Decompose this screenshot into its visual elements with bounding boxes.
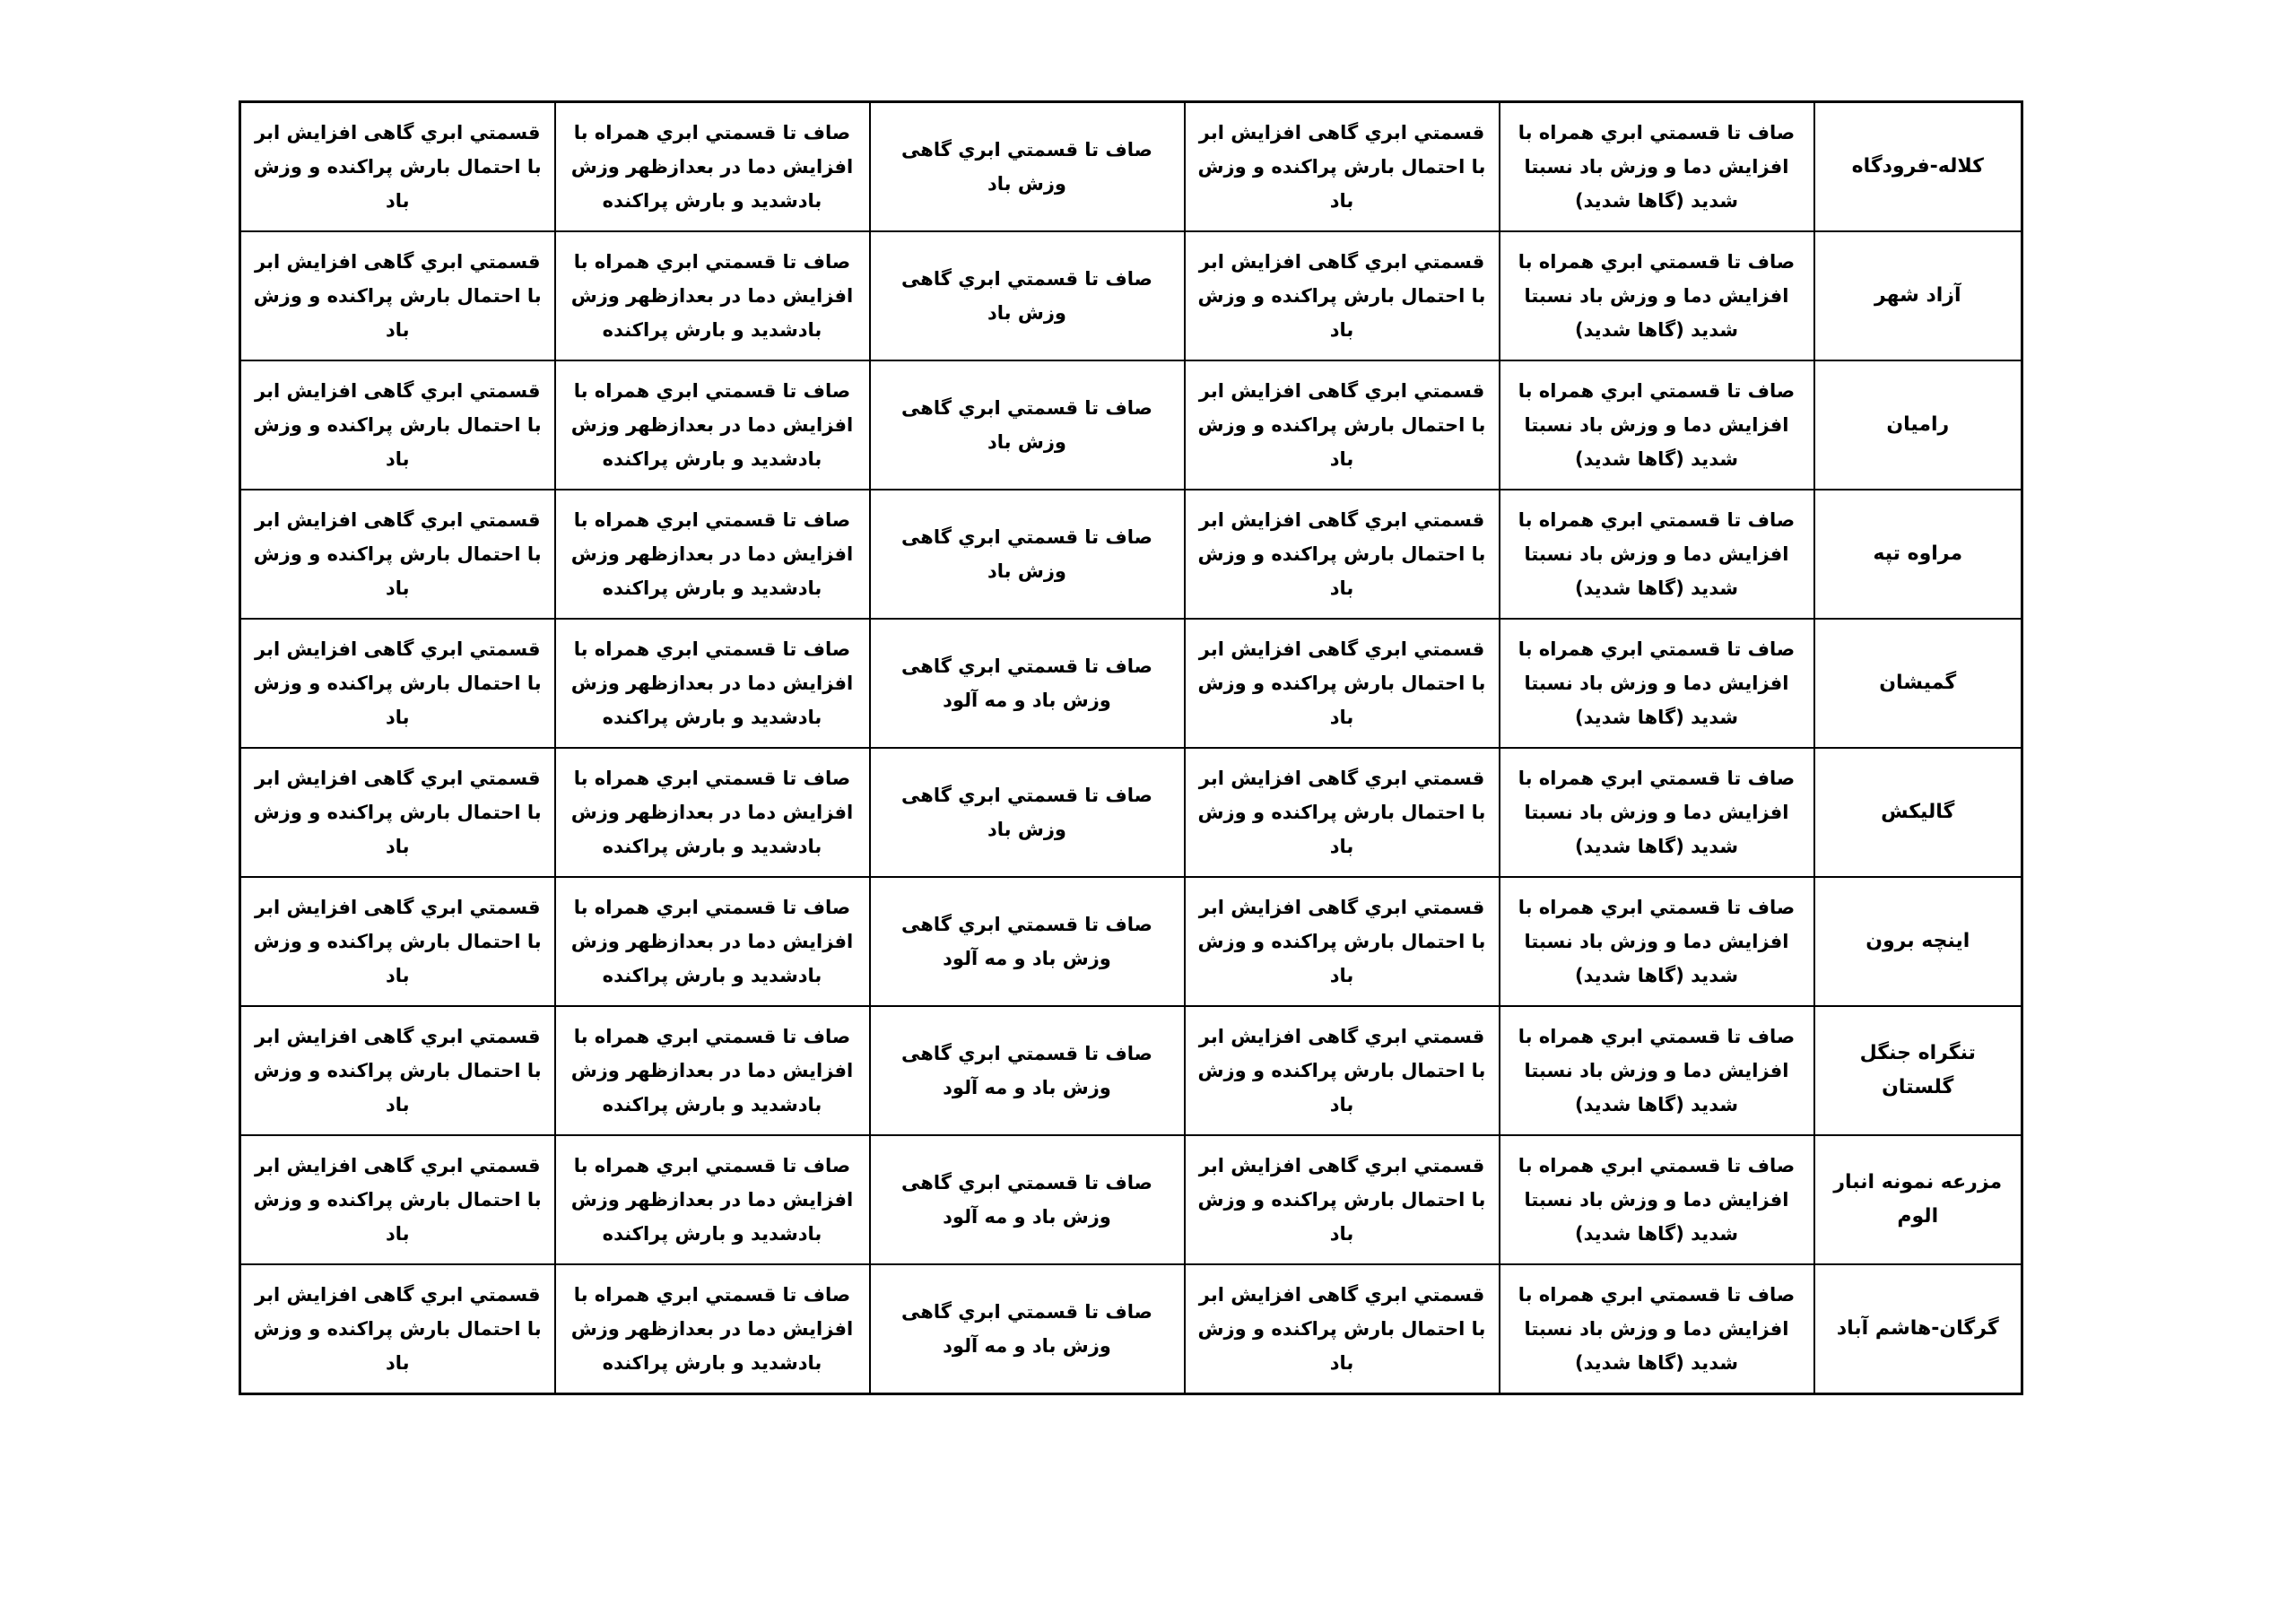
table-row [240, 1264, 2022, 1393]
forecast-cell: صاف تا قسمتي ابري گاهی وزش باد [870, 490, 1185, 619]
forecast-cell: صاف تا قسمتي ابري همراه با افزایش دما در بعدازظهر وزش بادشدید و بارش پراکنده [555, 1135, 870, 1264]
forecast-cell: صاف تا قسمتي ابري همراه با افزایش دما در بعدازظهر وزش بادشدید و بارش پراکنده [555, 1006, 870, 1135]
forecast-cell: قسمتي ابري گاهی افزایش ابر با احتمال بارش پراکنده و وزش باد [1185, 877, 1500, 1006]
forecast-cell: صاف تا قسمتي ابري همراه با افزایش دما و وزش باد نسبتا شدید (گاها شدید) [1500, 102, 1814, 231]
forecast-cell: قسمتي ابري گاهی افزایش ابر با احتمال بارش پراکنده و وزش باد [1185, 102, 1500, 231]
forecast-cell: صاف تا قسمتي ابري همراه با افزایش دما و وزش باد نسبتا شدید (گاها شدید) [1500, 748, 1814, 877]
forecast-cell: قسمتي ابري گاهی افزایش ابر با احتمال بارش پراکنده و وزش باد [240, 1135, 555, 1264]
station-name: گمیشان [1814, 619, 2022, 748]
forecast-cell: قسمتي ابري گاهی افزایش ابر با احتمال بارش پراکنده و وزش باد [1185, 490, 1500, 619]
forecast-cell: صاف تا قسمتي ابري همراه با افزایش دما و وزش باد نسبتا شدید (گاها شدید) [1500, 1006, 1814, 1135]
forecast-cell: قسمتي ابري گاهی افزایش ابر با احتمال بارش پراکنده و وزش باد [1185, 360, 1500, 490]
forecast-cell: صاف تا قسمتي ابري همراه با افزایش دما در بعدازظهر وزش بادشدید و بارش پراکنده [555, 748, 870, 877]
forecast-table-body [240, 102, 2022, 1394]
forecast-cell: قسمتي ابري گاهی افزایش ابر با احتمال بارش پراکنده و وزش باد [1185, 1264, 1500, 1393]
forecast-cell: قسمتي ابري گاهی افزایش ابر با احتمال بارش پراکنده و وزش باد [1185, 619, 1500, 748]
forecast-cell: قسمتي ابري گاهی افزایش ابر با احتمال بارش پراکنده و وزش باد [1185, 748, 1500, 877]
forecast-cell: قسمتي ابري گاهی افزایش ابر با احتمال بارش پراکنده و وزش باد [240, 102, 555, 231]
forecast-cell: صاف تا قسمتي ابري همراه با افزایش دما در بعدازظهر وزش بادشدید و بارش پراکنده [555, 360, 870, 490]
forecast-cell: صاف تا قسمتي ابري گاهی وزش باد و مه آلود [870, 1006, 1185, 1135]
forecast-cell: صاف تا قسمتي ابري همراه با افزایش دما و وزش باد نسبتا شدید (گاها شدید) [1500, 360, 1814, 490]
table-row [240, 360, 2022, 490]
forecast-cell: صاف تا قسمتي ابري همراه با افزایش دما و وزش باد نسبتا شدید (گاها شدید) [1500, 490, 1814, 619]
forecast-cell: قسمتي ابري گاهی افزایش ابر با احتمال بارش پراکنده و وزش باد [240, 748, 555, 877]
forecast-cell: صاف تا قسمتي ابري همراه با افزایش دما و وزش باد نسبتا شدید (گاها شدید) [1500, 1264, 1814, 1393]
forecast-cell: قسمتي ابري گاهی افزایش ابر با احتمال بارش پراکنده و وزش باد [1185, 1006, 1500, 1135]
forecast-cell: صاف تا قسمتي ابري همراه با افزایش دما در بعدازظهر وزش بادشدید و بارش پراکنده [555, 231, 870, 360]
forecast-cell: صاف تا قسمتي ابري گاهی وزش باد و مه آلود [870, 1264, 1185, 1393]
forecast-cell: قسمتي ابري گاهی افزایش ابر با احتمال بارش پراکنده و وزش باد [240, 360, 555, 490]
forecast-cell: صاف تا قسمتي ابري گاهی وزش باد [870, 102, 1185, 231]
forecast-cell: قسمتي ابري گاهی افزایش ابر با احتمال بارش پراکنده و وزش باد [1185, 1135, 1500, 1264]
station-name: تنگراه جنگل گلستان [1814, 1006, 2022, 1135]
table-row [240, 877, 2022, 1006]
table-row [240, 490, 2022, 619]
forecast-cell: صاف تا قسمتي ابري گاهی وزش باد [870, 231, 1185, 360]
station-name: رامیان [1814, 360, 2022, 490]
table-row [240, 231, 2022, 360]
forecast-table [239, 100, 2023, 1395]
station-name: گالیکش [1814, 748, 2022, 877]
station-name: گرگان-هاشم آباد [1814, 1264, 2022, 1393]
table-row [240, 102, 2022, 231]
forecast-cell: صاف تا قسمتي ابري همراه با افزایش دما در بعدازظهر وزش بادشدید و بارش پراکنده [555, 490, 870, 619]
forecast-cell: صاف تا قسمتي ابري همراه با افزایش دما در بعدازظهر وزش بادشدید و بارش پراکنده [555, 619, 870, 748]
table-row [240, 748, 2022, 877]
table-row [240, 1006, 2022, 1135]
forecast-cell: قسمتي ابري گاهی افزایش ابر با احتمال بارش پراکنده و وزش باد [240, 1006, 555, 1135]
station-name: آزاد شهر [1814, 231, 2022, 360]
station-name: اینچه برون [1814, 877, 2022, 1006]
forecast-cell: قسمتي ابري گاهی افزایش ابر با احتمال بارش پراکنده و وزش باد [240, 1264, 555, 1393]
station-name: مراوه تپه [1814, 490, 2022, 619]
forecast-cell: صاف تا قسمتي ابري گاهی وزش باد و مه آلود [870, 1135, 1185, 1264]
forecast-cell: صاف تا قسمتي ابري همراه با افزایش دما در بعدازظهر وزش بادشدید و بارش پراکنده [555, 1264, 870, 1393]
forecast-cell: صاف تا قسمتي ابري همراه با افزایش دما در بعدازظهر وزش بادشدید و بارش پراکنده [555, 102, 870, 231]
forecast-cell: قسمتي ابري گاهی افزایش ابر با احتمال بارش پراکنده و وزش باد [240, 490, 555, 619]
forecast-cell: صاف تا قسمتي ابري گاهی وزش باد و مه آلود [870, 619, 1185, 748]
forecast-cell: صاف تا قسمتي ابري همراه با افزایش دما و وزش باد نسبتا شدید (گاها شدید) [1500, 877, 1814, 1006]
forecast-cell: صاف تا قسمتي ابري همراه با افزایش دما و وزش باد نسبتا شدید (گاها شدید) [1500, 1135, 1814, 1264]
forecast-cell: قسمتي ابري گاهی افزایش ابر با احتمال بارش پراکنده و وزش باد [240, 877, 555, 1006]
forecast-cell: قسمتي ابري گاهی افزایش ابر با احتمال بارش پراکنده و وزش باد [1185, 231, 1500, 360]
forecast-cell: صاف تا قسمتي ابري گاهی وزش باد [870, 360, 1185, 490]
forecast-cell: قسمتي ابري گاهی افزایش ابر با احتمال بارش پراکنده و وزش باد [240, 231, 555, 360]
table-row [240, 619, 2022, 748]
forecast-cell: صاف تا قسمتي ابري همراه با افزایش دما و وزش باد نسبتا شدید (گاها شدید) [1500, 231, 1814, 360]
forecast-cell: قسمتي ابري گاهی افزایش ابر با احتمال بارش پراکنده و وزش باد [240, 619, 555, 748]
forecast-cell: صاف تا قسمتي ابري گاهی وزش باد و مه آلود [870, 877, 1185, 1006]
forecast-cell: صاف تا قسمتي ابري همراه با افزایش دما و وزش باد نسبتا شدید (گاها شدید) [1500, 619, 1814, 748]
table-row [240, 1135, 2022, 1264]
forecast-cell: صاف تا قسمتي ابري همراه با افزایش دما در بعدازظهر وزش بادشدید و بارش پراکنده [555, 877, 870, 1006]
station-name: کلاله-فرودگاه [1814, 102, 2022, 231]
station-name: مزرعه نمونه انبار الوم [1814, 1135, 2022, 1264]
forecast-cell: صاف تا قسمتي ابري گاهی وزش باد [870, 748, 1185, 877]
